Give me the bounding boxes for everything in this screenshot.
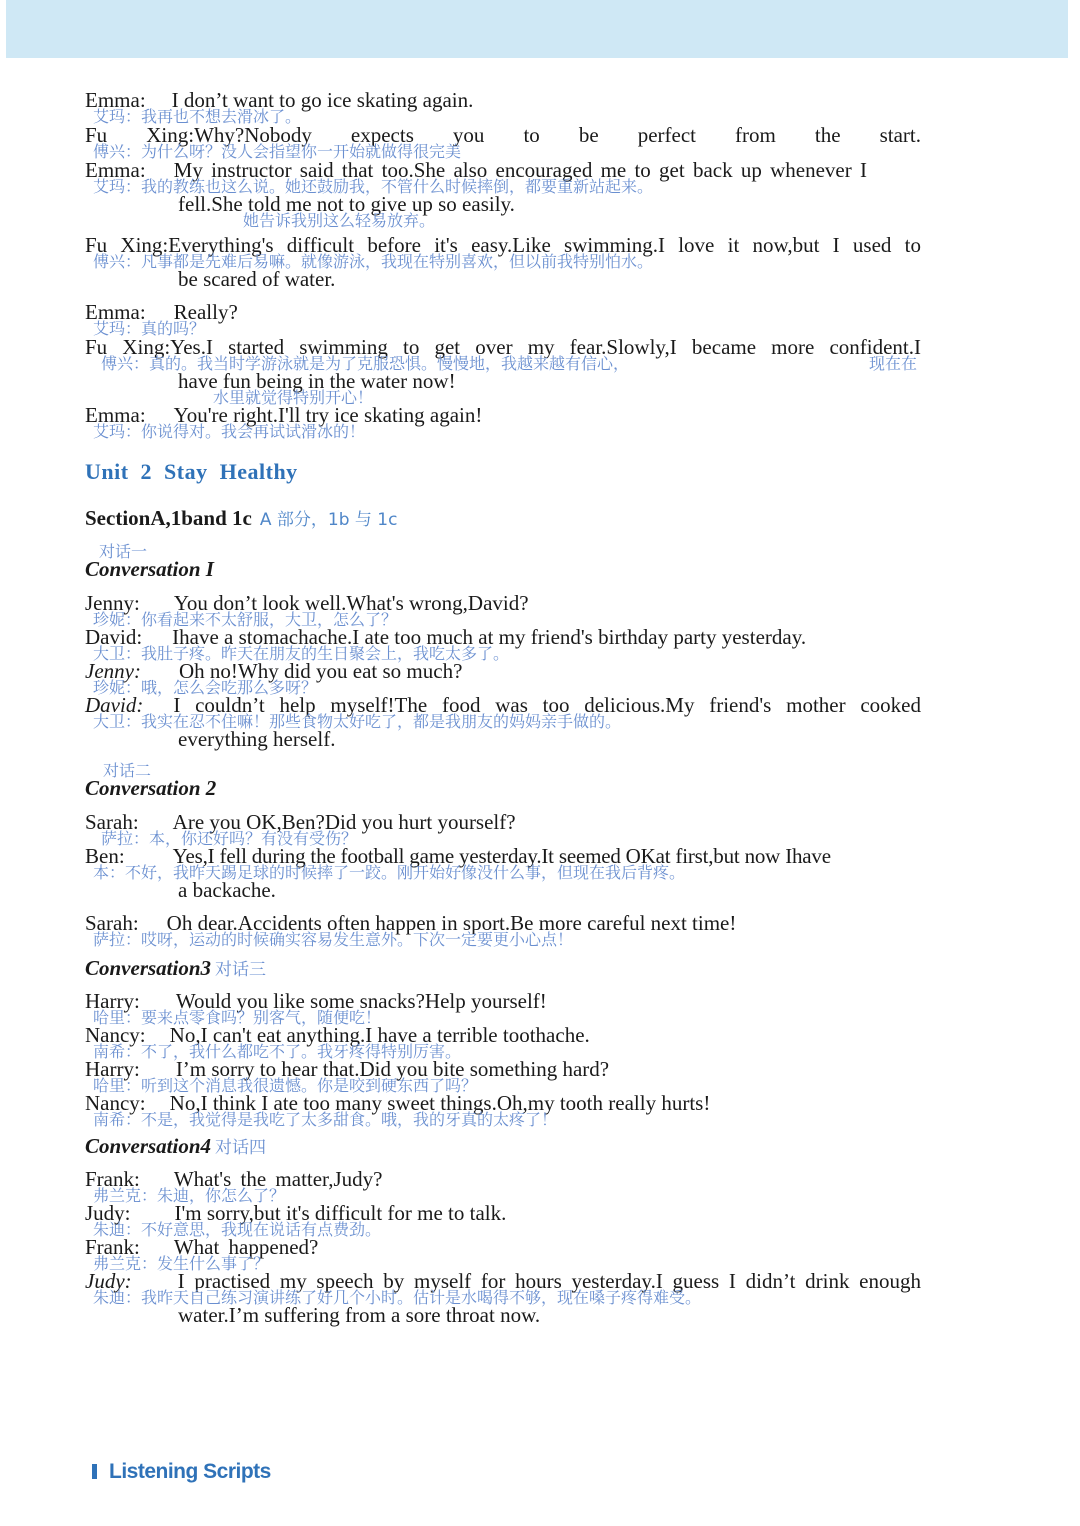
english-text: Oh dear.Accidents often happen in sport.Be more careful next time!: [166, 911, 737, 935]
english-text: You're right.I'll try ice skating again!: [173, 403, 483, 427]
chinese-translation: 艾玛：我的教练也这么说。她还鼓励我，不管什么时候摔倒，都要重新站起来。: [93, 177, 654, 196]
chinese-translation: 弗兰克：朱迪，你怎么了？: [93, 1186, 286, 1205]
chinese-translation: 珍妮：你看起来不太舒服，大卫，怎么了？: [93, 610, 398, 629]
english-text: I couldn’t help myself!The food was too delicious.My friend's mother cooked: [173, 693, 921, 717]
chinese-translation: 艾玛：我再也不想去滑冰了。: [93, 107, 302, 126]
english-text: I’m sorry to hear that.Did you bite something hard?: [175, 1057, 610, 1081]
chinese-translation: 哈里：要来点零食吗？别客气，随便吃！: [93, 1008, 382, 1027]
chinese-translation: 珍妮：哦，怎么会吃那么多呀？: [93, 678, 318, 697]
english-text: I don’t want to go ice skating again.: [171, 88, 474, 112]
conversation-title: [85, 955, 921, 979]
chinese-translation: 大卫：我肚子疼。昨天在朋友的生日聚会上，我吃太多了。: [93, 644, 510, 663]
speaker: Nancy:: [85, 1091, 146, 1115]
speaker: Emma:: [85, 300, 146, 324]
english-text: What happened?: [173, 1235, 319, 1259]
conversation-title: [85, 1133, 921, 1157]
speaker: Judy:: [85, 1201, 131, 1225]
conversation-title-text: Conversation3: [85, 956, 212, 980]
speaker: Emma:: [85, 158, 146, 182]
english-text: I'm sorry,but it's difficult for me to talk.: [174, 1201, 507, 1225]
section-label: SectionA,1band 1c: [85, 506, 252, 530]
english-text: You don’t look well.What's wrong,David?: [173, 591, 529, 615]
conversation-title-zh: 对话三: [215, 960, 267, 980]
conversation-title-zh: 对话四: [215, 1138, 267, 1158]
speaker: Frank:: [85, 1235, 140, 1259]
section-label-zh: A 部分，1b 与 1c: [259, 510, 398, 530]
conversation-title-text: Conversation4: [85, 1134, 212, 1158]
speaker: Judy:: [85, 1269, 132, 1293]
dialogue-continuation: water.I’m suffering from a sore throat now.: [178, 1303, 541, 1327]
speaker: Nancy:: [85, 1023, 146, 1047]
english-text: My instructor said that too.She also encouraged me to get back up whenever I: [173, 158, 867, 182]
speaker: Frank:: [85, 1167, 140, 1191]
speaker: Emma:: [85, 88, 146, 112]
speaker: Fu Xing:: [85, 233, 169, 257]
dialogue-continuation: a backache.: [178, 878, 276, 902]
chinese-translation: 傅兴：凡事都是先难后易嘛。就像游泳，我现在特别喜欢，但以前我特别怕水。: [93, 252, 654, 271]
speaker: Jenny:: [85, 659, 141, 683]
chinese-text: 傅兴：真的。我当时学游泳就是为了克服恐惧。慢慢地，我越来越有信心，: [101, 354, 630, 373]
dialogue-continuation: everything herself.: [178, 727, 336, 751]
chinese-translation: 萨拉：本，你还好吗？有没有受伤？: [101, 829, 358, 848]
unit-title: Unit 2 Stay Healthy: [85, 459, 298, 484]
chinese-translation: 南希：不是，我觉得是我吃了太多甜食。哦，我的牙真的太疼了！: [93, 1110, 558, 1129]
english-text: Would you like some snacks?Help yourself!: [175, 989, 547, 1013]
speaker: Ben:: [85, 844, 125, 868]
section-heading: [85, 505, 921, 531]
chinese-translation: 艾玛：真的吗？: [93, 319, 206, 338]
speaker: Jenny:: [85, 591, 140, 615]
chinese-translation: 哈里：听到这个消息我很遗憾。你是咬到硬东西了吗？: [93, 1076, 478, 1095]
english-text: Yes.I started swimming to get over my fear.Slowly,I became more confident.I: [170, 335, 922, 359]
chinese-translation: 她告诉我别这么轻易放弃。: [243, 211, 436, 230]
conversation-label-zh: 对话二: [103, 761, 152, 780]
script-content: [85, 88, 922, 1327]
speaker: Sarah:: [85, 911, 139, 935]
chinese-translation: 艾玛：你说得对。我会再试试滑冰的！: [93, 422, 366, 441]
english-text: Yes,I fell during the football game yesterday.It seemed OKat first,but now Ihave: [172, 844, 831, 868]
chinese-translation: 大卫：我实在忍不住嘛！那些食物太好吃了，都是我朋友的妈妈亲手做的。: [93, 712, 622, 731]
chinese-text-right: 现在在: [868, 354, 917, 373]
english-text: Ihave a stomachache.I ate too much at my friend's birthday party yesterday.: [172, 625, 807, 649]
speaker: Harry:: [85, 1057, 140, 1081]
speaker: David:: [85, 625, 143, 649]
english-text: Why?Nobody expects you to be perfect from the start.: [194, 123, 921, 147]
chinese-translation: 南希：不了，我什么都吃不了。我牙疼得特别厉害。: [93, 1042, 462, 1061]
english-text: No,I can't eat anything.I have a terrible toothache.: [169, 1023, 590, 1047]
english-text: No,I think I ate too many sweet things.Oh,my tooth really hurts!: [169, 1091, 711, 1115]
speaker: Emma:: [85, 403, 146, 427]
chinese-translation: 傅兴：为什么呀？没人会指望你一开始就做得很完美: [93, 142, 462, 161]
english-text: What's the matter,Judy?: [173, 1167, 383, 1191]
dialogue-continuation: be scared of water.: [178, 267, 336, 291]
speaker: Fu Xing:: [85, 335, 171, 359]
chinese-translation: 本：不好，我昨天踢足球的时候摔了一跤。刚开始好像没什么事，但现在我后背疼。: [93, 863, 686, 882]
chinese-translation: 水里就觉得特别开心！: [213, 388, 374, 407]
chinese-translation: 朱迪：不好意思，我现在说话有点费劲。: [93, 1220, 382, 1239]
chinese-translation: 朱迪：我昨天自己练习演讲练了好几个小时。估计是水喝得不够，现在嗓子疼得难受。: [93, 1288, 702, 1307]
conversation-title: Conversation 2: [85, 776, 217, 800]
footer-section-label: [92, 1460, 271, 1484]
chinese-translation: [85, 355, 921, 373]
speaker: David:: [85, 693, 144, 717]
footer-text: Listening Scripts: [109, 1460, 271, 1483]
english-text: I practised my speech by myself for hours yesterday.I guess I didn’t drink enough: [177, 1269, 921, 1293]
conversation-label-zh: 对话一: [99, 542, 148, 561]
english-text: Everything's difficult before it's easy.Like swimming.I love it now,but I used to: [168, 233, 922, 257]
conversation-title: Conversation I: [85, 557, 214, 581]
top-header-band: [6, 0, 1068, 58]
english-text: Really?: [173, 300, 238, 324]
dialogue-continuation: have fun being in the water now!: [178, 369, 456, 393]
english-text: Are you OK,Ben?Did you hurt yourself?: [172, 810, 516, 834]
chinese-translation: 弗兰克：发生什么事了？: [93, 1254, 270, 1273]
english-text: Oh no!Why did you eat so much?: [178, 659, 463, 683]
speaker: Harry:: [85, 989, 140, 1013]
footer-marker-icon: [92, 1464, 97, 1479]
dialogue-continuation: fell.She told me not to give up so easily.: [178, 192, 515, 216]
speaker: Sarah:: [85, 810, 139, 834]
speaker: Fu Xing:: [85, 123, 195, 147]
chinese-translation: 萨拉：哎呀，运动的时候确实容易发生意外。下次一定要更小心点！: [93, 930, 574, 949]
